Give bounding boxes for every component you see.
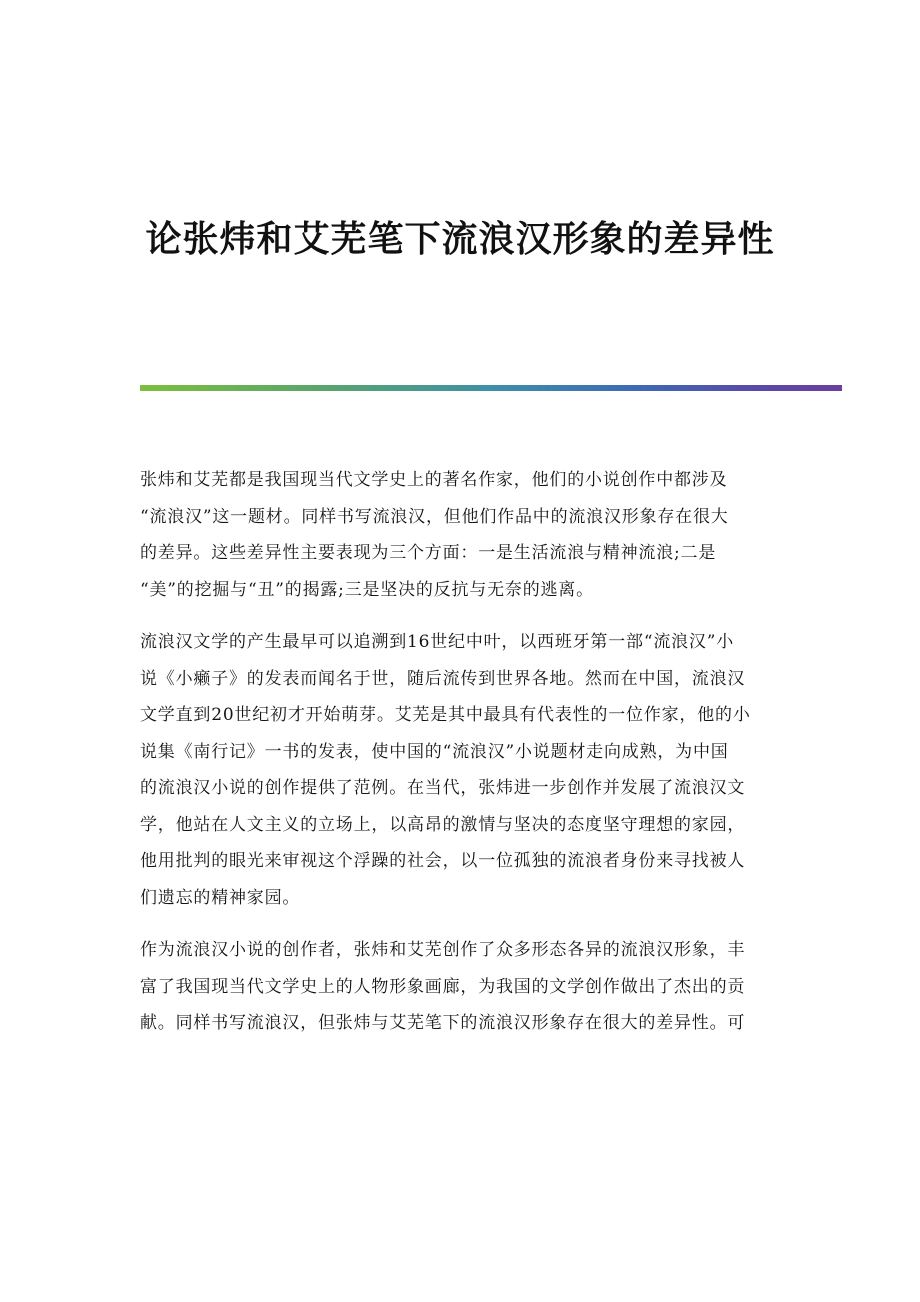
- text-line: “美”的挖掘与“丑”的揭露;三是坚决的反抗与无奈的逃离。: [140, 579, 594, 600]
- paragraph-3: [140, 932, 780, 1042]
- text-line: 作为流浪汉小说的创作者，张炜和艾芜创作了众多形态各异的流浪汉形象，丰: [140, 940, 746, 960]
- text-line: 们遗忘的精神家园。: [140, 887, 301, 908]
- paragraph-1: [140, 462, 780, 608]
- document-body: [140, 462, 780, 1058]
- text-line: 献。同样书写流浪汉，但张炜与艾芜笔下的流浪汉形象存在很大的差异性。可: [140, 1013, 746, 1033]
- text-line: 的流浪汉小说的创作提供了范例。在当代，张炜进一步创作并发展了流浪汉文: [140, 778, 746, 798]
- text-line: 的差异。这些差异性主要表现为三个方面：一是生活流浪与精神流浪;二是: [140, 543, 717, 563]
- text-line: 说集《南行记》一书的发表，使中国的“流浪汉”小说题材走向成熟，为中国: [140, 741, 729, 762]
- text-line: 他用批判的眼光来审视这个浮躁的社会，以一位孤独的流浪者身份来寻找被人: [140, 851, 746, 871]
- text-line: 张炜和艾芜都是我国现当代文学史上的著名作家，他们的小说创作中都涉及: [140, 470, 728, 490]
- text-line: “流浪汉”这一题材。同样书写流浪汉，但他们作品中的流浪汉形象存在很大: [140, 506, 729, 527]
- text-line: 学，他站在人文主义的立场上，以高昂的激情与坚决的态度坚守理想的家园，: [140, 814, 746, 835]
- text-line: 文学直到20世纪初才开始萌芽。艾芜是其中最具有代表性的一位作家，他的小: [140, 705, 751, 725]
- document-title: 论张炜和艾芜笔下流浪汉形象的差异性: [145, 219, 775, 260]
- paragraph-2: [140, 624, 780, 916]
- text-line: 流浪汉文学的产生最早可以追溯到16世纪中叶，以西班牙第一部“流浪汉”小: [140, 632, 735, 652]
- title-divider: [140, 385, 842, 391]
- text-line: 说《小癞子》的发表而闻名于世，随后流传到世界各地。然而在中国，流浪汉: [140, 668, 746, 689]
- text-line: 富了我国现当代文学史上的人物形象画廊，为我国的文学创作做出了杰出的贡: [140, 976, 746, 997]
